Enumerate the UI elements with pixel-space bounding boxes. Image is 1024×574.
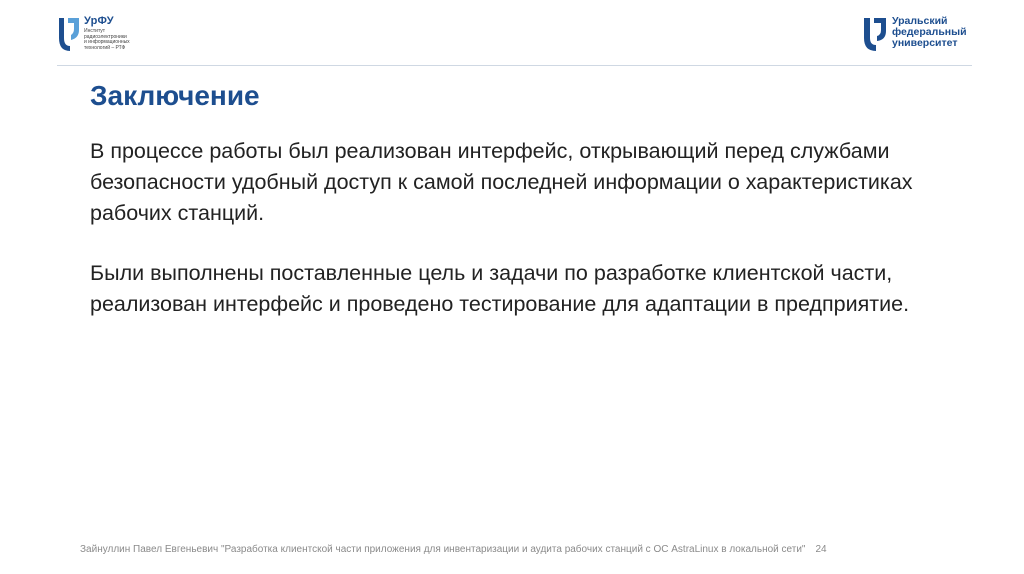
urfu-u-icon xyxy=(57,16,81,56)
header-divider xyxy=(57,65,972,66)
slide-footer xyxy=(80,544,827,555)
urfu-u-icon xyxy=(862,16,888,54)
slide-title: Заключение xyxy=(90,80,260,111)
university-name: Уральский федеральный университет xyxy=(892,15,967,49)
page-number: 24 xyxy=(815,544,827,555)
conclusion-paragraph-1: В процессе работы был реализован интерфейс, открывающий перед службами безопасности удобный доступ к самой последней информации о характеристиках рабочих станций. xyxy=(90,139,913,225)
urfu-institute-logo xyxy=(57,16,147,60)
footer-text: Зайнуллин Павел Евгеньевич "Разработка клиентской части приложения для инвентаризации и аудита рабочих станций с ОС AstraLinux в локальной сети" xyxy=(80,544,806,555)
urfu-university-logo xyxy=(862,16,982,56)
logo-brand-text: УрФУ xyxy=(84,15,114,27)
logo-institute-text: Институт радиоэлектроники и информационных технологий – РТФ xyxy=(84,28,130,51)
conclusion-paragraph-2: Были выполнены поставленные цель и задачи по разработке клиентской части, реализован интерфейс и проведено тестирование для адаптации в предприятие. xyxy=(90,261,910,316)
